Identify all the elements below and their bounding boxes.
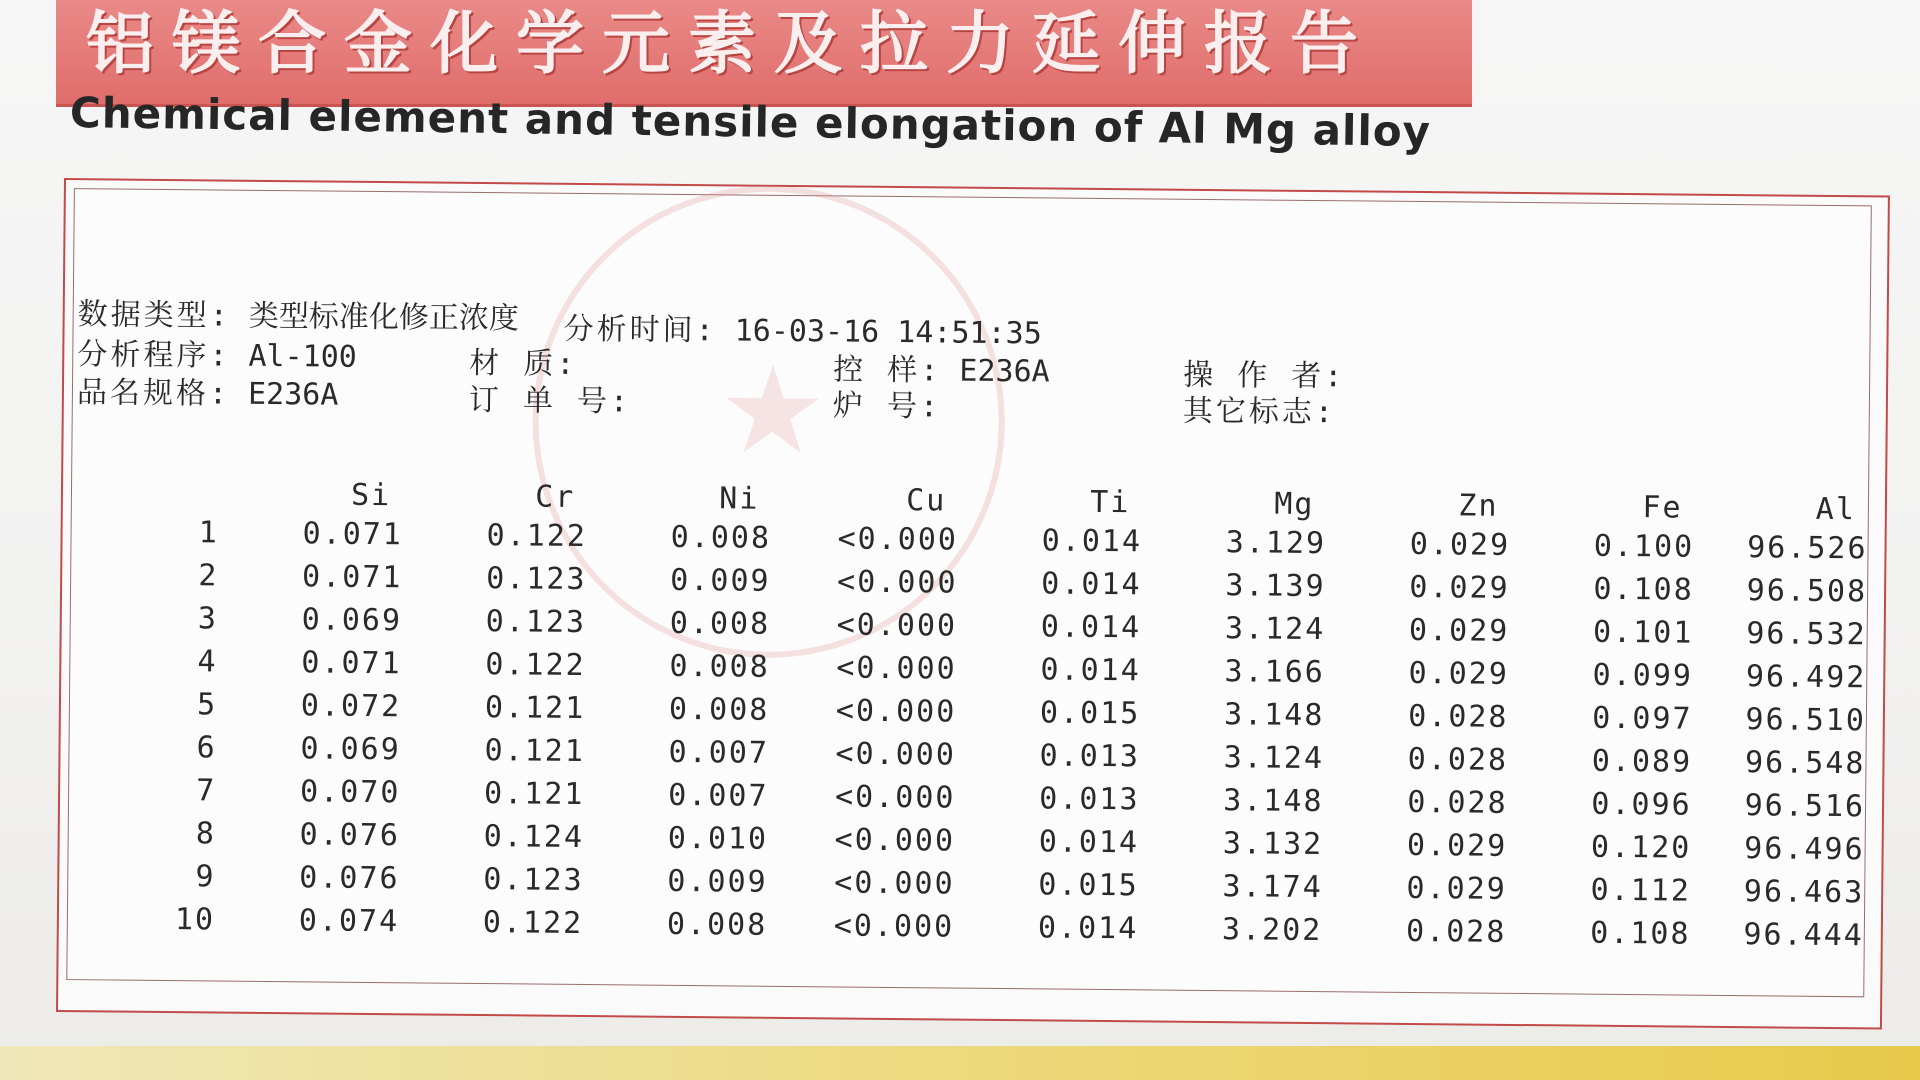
table-cell: 0.121 <box>483 776 585 813</box>
table-cell: <0.000 <box>835 693 957 730</box>
table-cell: 0.099 <box>1592 657 1694 694</box>
table-cell: 0.014 <box>1040 609 1142 646</box>
table-cell: 0.071 <box>302 516 404 553</box>
table-cell: 0.008 <box>668 691 770 728</box>
table-cell: 0.071 <box>301 559 403 596</box>
table-body <box>128 511 1868 958</box>
bottom-strip <box>0 1046 1920 1080</box>
table-cell: <0.000 <box>836 564 958 601</box>
table-cell: <0.000 <box>834 822 956 859</box>
table-cell: 3.174 <box>1222 869 1323 906</box>
table-cell: 0.069 <box>300 731 401 768</box>
column-header: Cr <box>534 479 576 515</box>
spec-field <box>77 367 339 414</box>
other-field <box>1183 386 1336 431</box>
row-index: 3 <box>197 601 219 637</box>
element-table <box>128 475 1868 958</box>
table-cell: 0.028 <box>1407 741 1509 778</box>
spec-value: E236A <box>247 376 339 413</box>
table-cell: 0.029 <box>1406 827 1508 864</box>
table-cell: 0.100 <box>1593 528 1695 565</box>
row-index: 1 <box>198 515 219 551</box>
row-index: 7 <box>196 773 217 809</box>
table-cell: 0.029 <box>1408 612 1510 649</box>
data-type-value: 类型标准化修正浓度 <box>248 298 519 337</box>
analysis-time-label: 分析时间: <box>563 311 717 349</box>
table-cell: 0.122 <box>482 905 584 942</box>
material-label: 材 质: <box>469 345 578 382</box>
table-cell: 0.074 <box>298 903 400 940</box>
table-cell: 96.526 <box>1746 530 1868 567</box>
table-cell: 0.029 <box>1406 870 1507 907</box>
table-cell: <0.000 <box>836 607 958 644</box>
table-cell: 0.014 <box>1040 652 1141 689</box>
table-cell: 0.122 <box>486 518 588 555</box>
table-cell: 0.029 <box>1409 526 1511 563</box>
furnace-field <box>833 380 942 425</box>
table-cell: 3.139 <box>1225 568 1326 605</box>
table-cell: 0.076 <box>299 817 401 854</box>
table-cell: <0.000 <box>837 521 959 558</box>
row-index: 8 <box>195 816 217 852</box>
table-cell: 3.124 <box>1224 611 1326 648</box>
row-index: 9 <box>195 859 216 895</box>
control-sample-label: 控 样: <box>833 352 942 389</box>
row-index: 2 <box>198 558 219 594</box>
table-cell: 96.516 <box>1744 788 1866 825</box>
table-cell: 96.492 <box>1745 659 1867 696</box>
table-cell: 0.076 <box>299 860 400 897</box>
table-cell: 0.008 <box>666 906 768 943</box>
table-cell: 96.508 <box>1746 573 1868 610</box>
table-cell: 0.096 <box>1591 786 1692 823</box>
column-header: Fe <box>1642 489 1683 526</box>
analysis-time-value: 16-03-16 14:51:35 <box>734 313 1042 352</box>
program-label: 分析程序: <box>77 337 231 374</box>
furnace-label: 炉 号: <box>832 388 942 425</box>
row-index: 4 <box>197 644 218 680</box>
table-cell: <0.000 <box>835 736 957 773</box>
table-cell: 96.496 <box>1744 831 1865 868</box>
row-index: 5 <box>196 687 218 723</box>
column-header: Zn <box>1458 487 1499 524</box>
table-cell: 3.148 <box>1223 783 1324 820</box>
table-cell: 0.008 <box>669 648 770 685</box>
column-header: Si <box>350 477 392 513</box>
table-cell: 0.112 <box>1590 872 1692 909</box>
table-cell: 3.129 <box>1225 525 1327 562</box>
table-cell: 0.123 <box>485 604 587 641</box>
table-cell: 0.029 <box>1408 655 1510 692</box>
table-cell: 3.148 <box>1223 697 1325 734</box>
row-index: 6 <box>196 730 217 766</box>
table-cell: 3.124 <box>1223 740 1325 777</box>
row-index: 10 <box>174 902 216 938</box>
table-cell: 0.007 <box>668 777 769 814</box>
table-cell: 0.097 <box>1592 700 1693 737</box>
table-cell: 0.014 <box>1041 523 1143 560</box>
table-cell: 96.510 <box>1745 702 1867 739</box>
column-header: Al <box>1815 491 1857 527</box>
column-header: Mg <box>1274 486 1315 522</box>
table-cell: 0.124 <box>483 819 585 856</box>
column-header: Cu <box>905 482 947 518</box>
table-cell: 0.122 <box>485 647 586 684</box>
table-cell: 0.108 <box>1593 571 1694 608</box>
table-cell: 0.028 <box>1405 913 1507 950</box>
table-cell: 0.015 <box>1038 867 1139 904</box>
table-cell: 0.120 <box>1590 829 1692 866</box>
program-value: Al-100 <box>248 338 357 375</box>
table-cell: 0.121 <box>484 690 586 727</box>
table-cell: 3.202 <box>1221 912 1323 949</box>
table-cell: 0.101 <box>1592 614 1694 651</box>
table-cell: <0.000 <box>834 779 956 816</box>
table-cell: 0.013 <box>1039 781 1140 818</box>
spec-label: 品名规格: <box>76 375 231 412</box>
table-cell: 0.028 <box>1407 784 1508 821</box>
table-cell: 0.013 <box>1039 738 1141 775</box>
table-cell: 0.014 <box>1041 566 1142 603</box>
operator-label: 操 作 者: <box>1182 357 1346 395</box>
table-cell: 0.108 <box>1589 915 1691 952</box>
title-en: Chemical element and tensile elongation of Al Mg alloy <box>69 88 1432 157</box>
table-cell: 96.463 <box>1743 874 1865 911</box>
order-field <box>469 375 632 421</box>
report-frame <box>56 178 1890 1029</box>
order-label: 订 单 号: <box>468 382 632 420</box>
table-cell: 0.029 <box>1409 569 1510 606</box>
table-cell: 0.072 <box>300 688 402 725</box>
table-cell: 0.123 <box>486 561 587 598</box>
table-cell: 3.132 <box>1222 826 1324 863</box>
stamp-star-icon: ★ <box>718 341 828 482</box>
column-header: Ni <box>719 480 760 517</box>
title-cn: 铝镁合金化学元素及拉力延伸报告 <box>86 5 1377 84</box>
table-cell: 0.014 <box>1038 824 1140 861</box>
table-cell: <0.000 <box>836 650 957 687</box>
table-cell: 96.548 <box>1744 745 1866 782</box>
table-cell: 0.089 <box>1591 743 1693 780</box>
table-cell: 96.532 <box>1746 616 1867 653</box>
table-cell: <0.000 <box>833 908 955 945</box>
table-cell: 96.444 <box>1743 917 1864 954</box>
table-cell: 0.008 <box>670 519 772 556</box>
table-cell: 0.009 <box>667 863 768 900</box>
table-cell: 0.008 <box>669 605 771 642</box>
table-cell: <0.000 <box>834 865 955 902</box>
table-cell: 0.069 <box>301 602 403 639</box>
table-cell: 0.028 <box>1407 698 1509 735</box>
other-label: 其它标志: <box>1182 393 1337 431</box>
table-cell: 0.071 <box>301 645 402 682</box>
report-sheet <box>66 188 1872 997</box>
table-cell: 0.070 <box>299 774 401 811</box>
table-cell: 0.121 <box>484 733 586 770</box>
index-header <box>132 475 220 512</box>
table-cell: 0.014 <box>1037 910 1139 947</box>
table-cell: 0.009 <box>670 562 771 599</box>
control-sample-value: E236A <box>959 353 1050 390</box>
column-header: Ti <box>1090 484 1131 520</box>
table-cell: 0.123 <box>483 862 584 899</box>
table-cell: 0.007 <box>668 734 770 771</box>
data-type-label: 数据类型: <box>77 297 231 334</box>
table-cell: 3.166 <box>1224 654 1325 691</box>
table-cell: 0.010 <box>667 820 769 857</box>
table-cell: 0.015 <box>1039 695 1141 732</box>
